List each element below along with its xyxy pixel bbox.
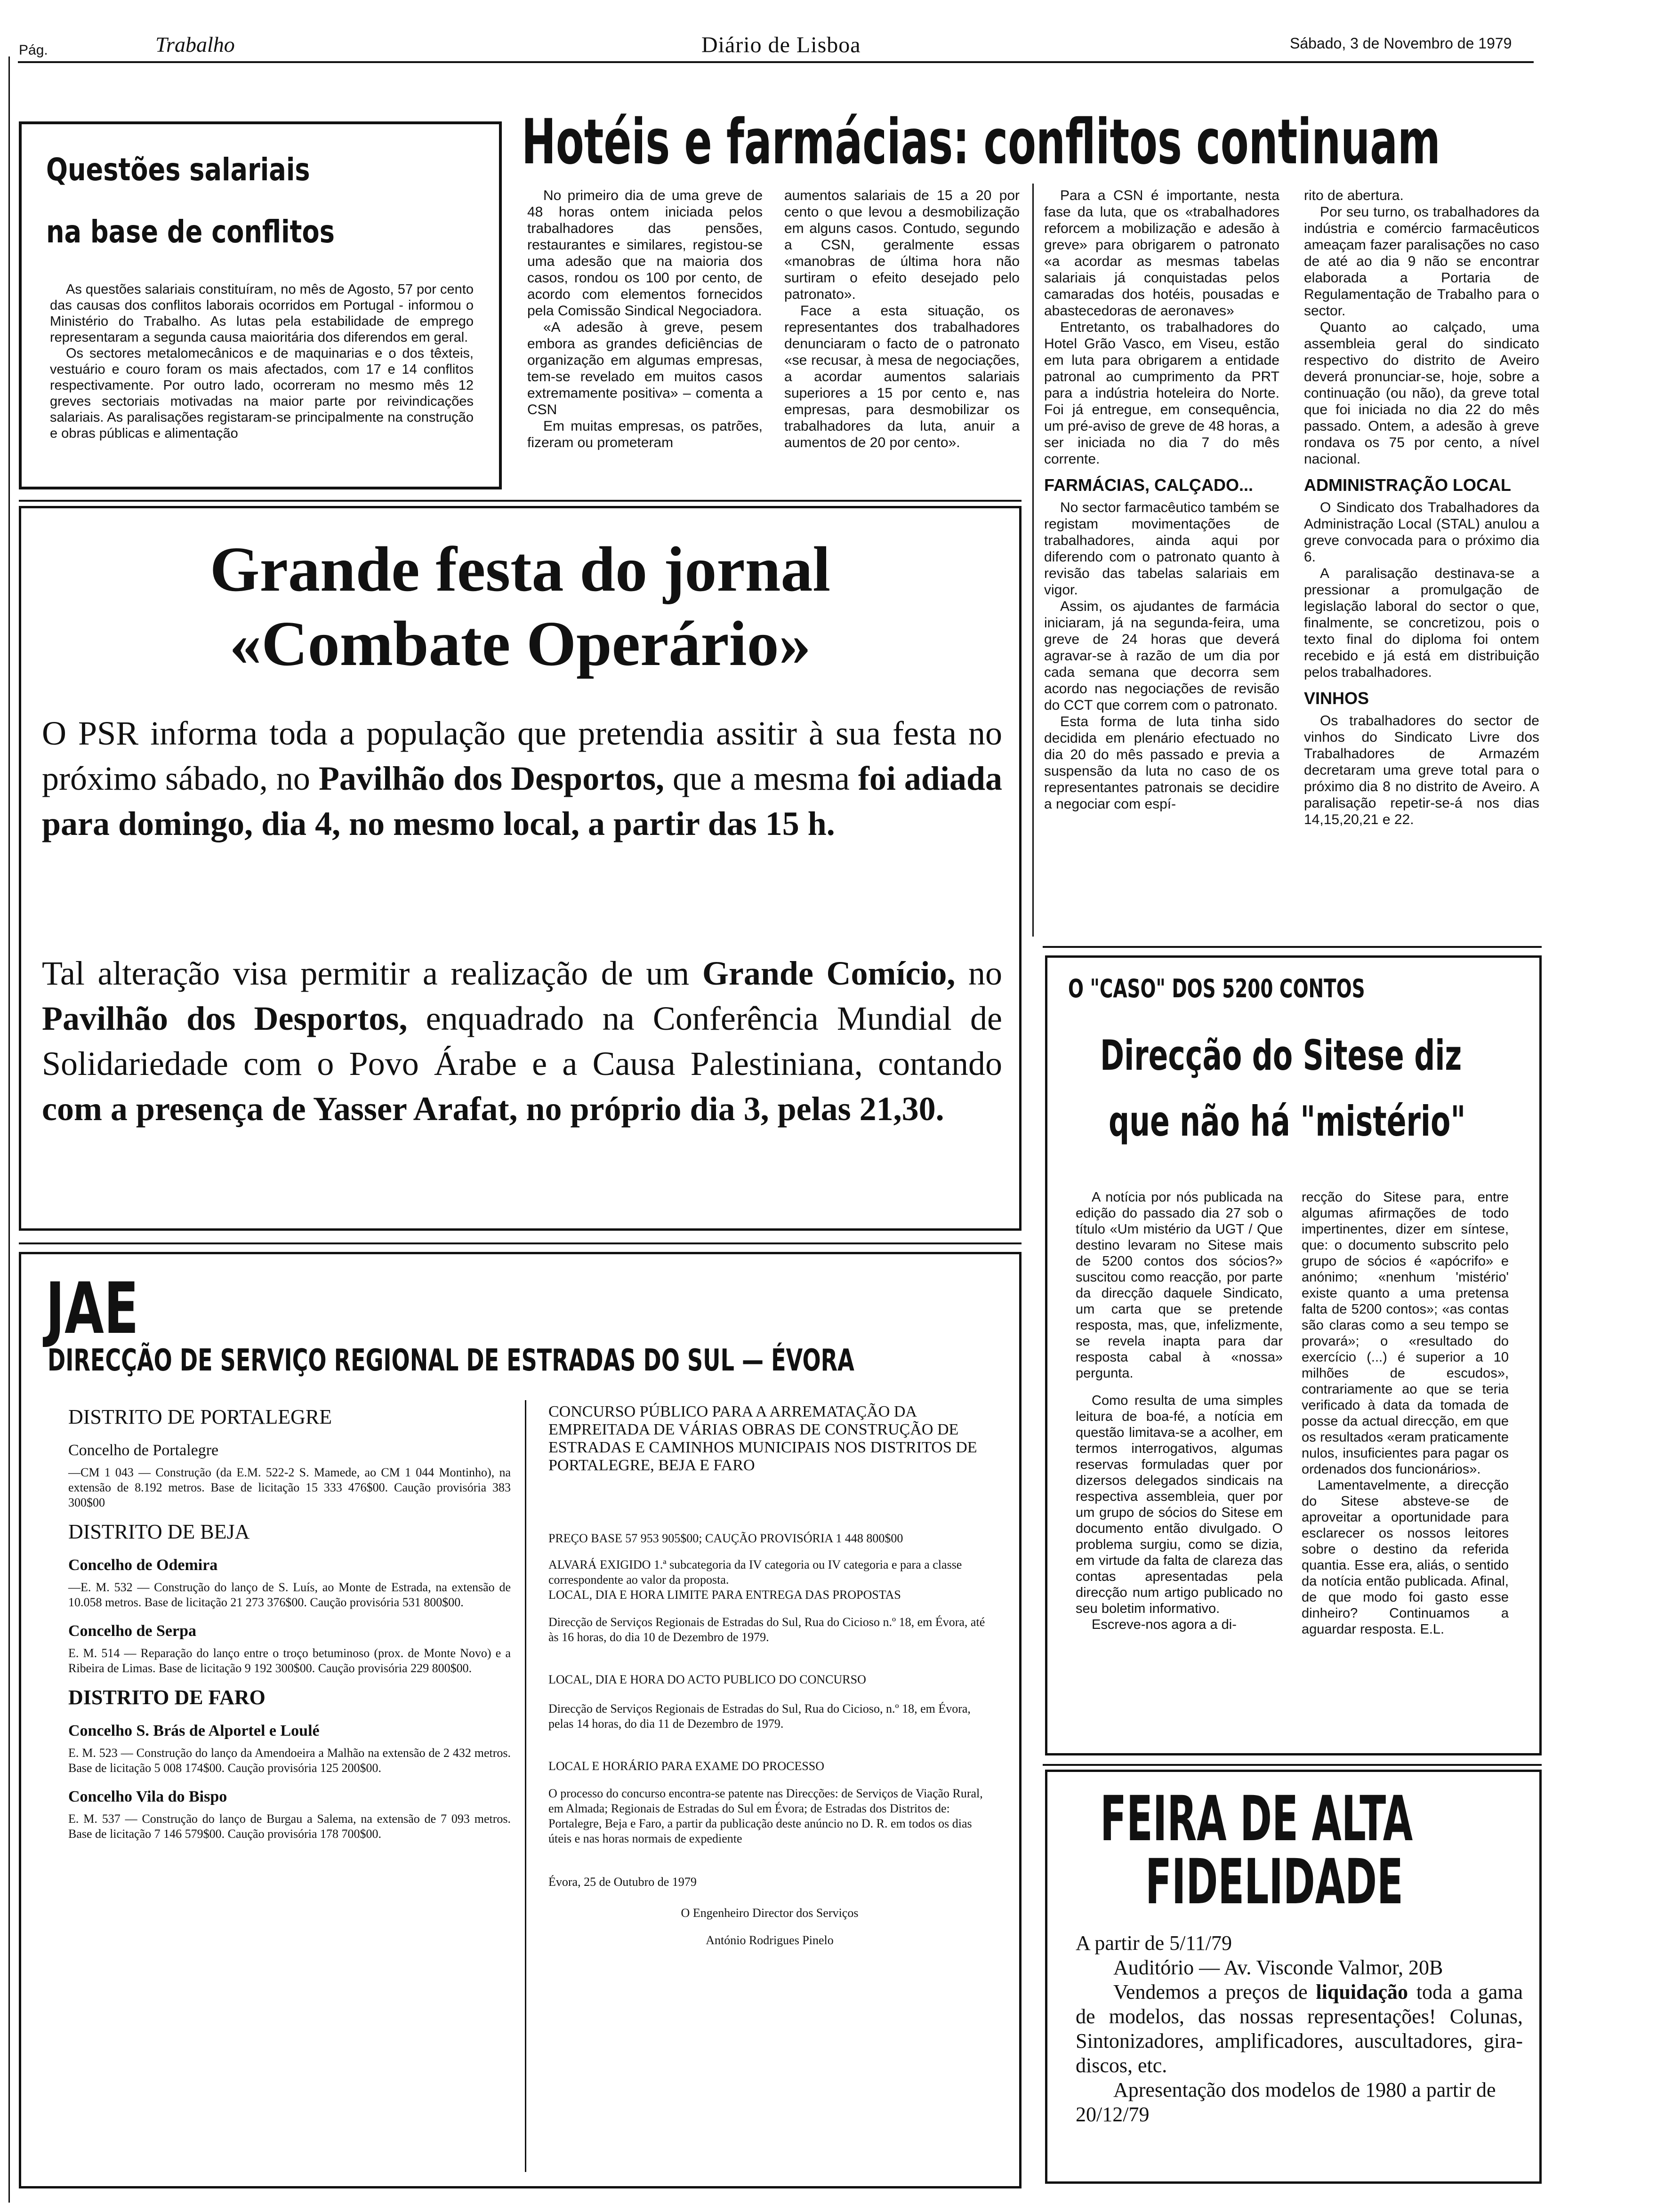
article-paragraph: Por seu turno, os trabalhadores da indústria e comércio farmacêuticos ameaçam fazer paralisações no caso de até ao dia 9 não se encontrar elaborada a Portaria de Regulamentação de Trabalho para o sector. bbox=[1304, 204, 1539, 319]
hoteis-col-1 bbox=[527, 187, 763, 451]
header-rule bbox=[18, 61, 1534, 63]
article-paragraph: Os trabalhadores do sector de vinhos do Sindicato Livre dos Trabalhadores de Armazém decretaram uma greve total para o próximo dia 8 no distrito de Aveiro. A paralisação repetir-se-á nos dias 14,15,20,21 e 22. bbox=[1304, 713, 1539, 827]
vinhos-subhead: VINHOS bbox=[1304, 689, 1369, 708]
article-paragraph: recção do Sitese para, entre algumas afirmações de todo impertinentes, dizer em síntese, que: o documento subscrito pelo grupo de sócios é «apócrifo» e anónimo; «nenhum 'mistério' existe quanto a uma pretensa falta de 5200 contos»; «as contas são claras como a seu tempo se provará»; o «resultado do exercício (...) é superior a 10 milhões de escudos», contrariamente ao que se teria verificado à data da tomada de posse da actual direcção, em que os resultados «eram praticamente nulos, insuficientes para pagar os ordenados dos funcionários». bbox=[1302, 1190, 1509, 1477]
festa-top-rule bbox=[19, 500, 1022, 502]
feira-title-2: FIDELIDADE bbox=[1145, 1846, 1403, 1918]
concelho-heading: Concelho de Portalegre bbox=[68, 1442, 219, 1459]
sitese-kicker: O "CASO" DOS 5200 CONTOS bbox=[1068, 974, 1365, 1003]
feira-presentation: Apresentação dos modelos de 1980 a partir de 20/12/79 bbox=[1076, 2078, 1496, 2126]
hoteis-col-2 bbox=[784, 187, 1020, 451]
salarial-body bbox=[50, 281, 474, 441]
feira-body bbox=[1076, 1931, 1523, 2127]
salarial-paragraph: As questões salariais constituíram, no mês de Agosto, 57 por cento das causas dos conflitos laborais ocorridos em Portugal - informou o Ministério do Trabalho. As lutas pela estabilidade de emprego representaram a segunda causa maioritária dos diferendos em geral. bbox=[50, 282, 474, 345]
district-heading: DISTRITO DE FARO bbox=[68, 1686, 265, 1709]
feira-title-1: FEIRA DE ALTA bbox=[1100, 1783, 1413, 1855]
article-paragraph: «A adesão à greve, pesem embora as grandes deficiências de organização em algumas empresas, tem-se revelado em muitos casos extremamente positiva» – comenta a CSN bbox=[527, 320, 763, 417]
column-rule bbox=[1032, 184, 1034, 937]
local-acto-heading: LOCAL, DIA E HORA DO ACTO PUBLICO DO CONCURSO bbox=[548, 1673, 866, 1686]
jae-date: Évora, 25 de Outubro de 1979 bbox=[548, 1875, 697, 1889]
jae-left-column bbox=[68, 1395, 511, 1842]
jae-logo: JAE bbox=[46, 1268, 139, 1350]
article-paragraph: Em muitas empresas, os patrões, fizeram ou prometeram bbox=[527, 418, 763, 450]
local-entrega-heading: LOCAL, DIA E HORA LIMITE PARA ENTREGA DAS PROPOSTAS bbox=[548, 1588, 901, 1602]
work-item: E. M. 514 — Reparação do lanço entre o troço betuminoso (prox. de Monte Novo) e a Ribeira de Limas. Base de licitação 9 192 300$00. Caução provisória 229 800$00. bbox=[68, 1646, 511, 1675]
hoteis-col-4 bbox=[1304, 187, 1539, 828]
jae-subtitle: DIRECÇÃO DE SERVIÇO REGIONAL DE ESTRADAS DO SUL — ÉVORA bbox=[48, 1343, 854, 1378]
concelho-heading: Concelho Vila do Bispo bbox=[68, 1788, 227, 1805]
concelho-heading: Concelho de Odemira bbox=[68, 1556, 218, 1574]
sitese-col-1 bbox=[1076, 1189, 1283, 1633]
farmacias-subhead: FARMÁCIAS, CALÇADO... bbox=[1044, 475, 1253, 495]
district-heading: DISTRITO DE PORTALEGRE bbox=[68, 1405, 332, 1428]
article-paragraph: rito de abertura. bbox=[1304, 188, 1404, 203]
concurso-title: CONCURSO PÚBLICO PARA A ARREMATAÇÃO DA EMPREITADA DE VÁRIAS OBRAS DE CONSTRUÇÃO DE ESTRADAS E CAMINHOS MUNICIPAIS NOS DISTRITOS DE PORTALEGRE, BEJA E FARO bbox=[548, 1403, 977, 1474]
signer-title: O Engenheiro Director dos Serviços bbox=[681, 1906, 859, 1920]
article-paragraph: Lamentavelmente, a direcção do Sitese absteve-se de aproveitar a oportunidade para esclarecer os nossos leitores sobre o destino da referida quantia. Esse era, aliás, o sentido da notícia então publicada. Afinal, de que modo foi gasto esse dinheiro? Continuamos a aguardar resposta. E.L. bbox=[1302, 1478, 1509, 1637]
article-paragraph: No primeiro dia de uma greve de 48 horas ontem iniciada pelos trabalhadores das pensões, restaurantes e similares, registou-se uma adesão que na maioria dos casos, rondou os 100 por cento, de acordo com elementos fornecidos pela Comissão Sindical Negociadora. bbox=[527, 188, 763, 319]
article-paragraph: Como resulta de uma simples leitura de boa-fé, a notícia em questão limitava-se a acolher, em termos interrogativos, algumas reservas formuladas quer por dizersos delegados sindicais na respectiva assembleia, quer por um grupo de sócios do Sitese em documento então divulgado. O problema surgiu, como se dizia, em virtude da falta de clareza das contas apresentadas pela direcção num artigo publicado no seu boletim informativo. bbox=[1076, 1393, 1283, 1616]
alvara: ALVARÁ EXIGIDO 1.ª subcategoria da IV categoria ou IV categoria e para a classe correspondente ao valor da proposta. bbox=[548, 1558, 962, 1587]
local-exame-heading: LOCAL E HORÁRIO PARA EXAME DO PROCESSO bbox=[548, 1759, 825, 1773]
preco-base: PREÇO BASE 57 953 905$00; CAUÇÃO PROVISÓRIA 1 448 800$00 bbox=[548, 1531, 903, 1545]
signer-name: António Rodrigues Pinelo bbox=[706, 1933, 834, 1947]
feira-top-rule bbox=[1043, 1764, 1542, 1766]
local-exame-text: O processo do concurso encontra-se patente nas Direcções: de Serviços de Viação Rural, em Almada; Regionais de Estradas do Sul em Évora; de Estradas dos Distritos de: Portalegre, Beja e Faro, a partir da publicação deste anúncio no D. R. em todos os dias úteis e nas horas normais de expediente bbox=[548, 1787, 983, 1845]
work-item: E. M. 523 — Construção do lanço da Amendoeira a Malhão na extensão de 2 432 metros. Base de licitação 5 008 174$00. Caução provisória 125 200$00. bbox=[68, 1746, 511, 1775]
article-paragraph: aumentos salariais de 15 a 20 por cento o que levou a desmobilização em alguns casos. Contudo, segundo a CSN, geralmente essas «manobras de última hora não surtiram o efeito desejado pelo patronato». bbox=[784, 188, 1020, 302]
district-heading: DISTRITO DE BEJA bbox=[68, 1520, 250, 1543]
article-paragraph: Entretanto, os trabalhadores do Hotel Grão Vasco, em Viseu, estão em luta para obrigarem a entidade patronal ao cumprimento da PRT para a indústria hoteleira do Norte. Foi já entregue, em consequência, um pré-aviso de greve de 48 horas, a ser iniciada no dia 7 do mês corrente. bbox=[1044, 320, 1279, 467]
hoteis-headline: Hotéis e farmácias: conflitos continuam bbox=[522, 106, 1440, 178]
article-paragraph: Para a CSN é importante, nesta fase da luta, que os «trabalhadores reforcem a mobilização e adesão à greve» para obrigarem o patronato «a acordar as mesmas tabelas salariais já conquistadas pelos camaradas dos hotéis, pousadas e abastecedoras de aeronaves» bbox=[1044, 188, 1279, 319]
article-paragraph: Quanto ao calçado, uma assembleia geral do sindicato respectivo do distrito de Aveiro deverá pronunciar-se, hoje, sobre a continuação (ou não), da greve total que foi iniciada no dia 22 do mês passado. Ontem, a adesão à greve rondava os 75 por cento, a nível nacional. bbox=[1304, 320, 1539, 467]
work-item: —E. M. 532 — Construção do lanço de S. Luís, ao Monte de Estrada, na extensão de 10.058 metros. Base de licitação 21 273 376$00. Caução provisória 531 800$00. bbox=[68, 1580, 511, 1609]
article-paragraph: Assim, os ajudantes de farmácia iniciaram, já na segunda-feira, uma greve de 24 horas que deverá agravar-se à razão de um dia por cada semana que decorra sem acordo nas negociações de revisão do CCT que correm com o patronato. bbox=[1044, 599, 1279, 713]
local-entrega-text: Direcção de Serviços Regionais de Estradas do Sul, Rua do Cicioso n.º 18, em Évora, até às 16 horas, do dia 10 de Dezembro de 1979. bbox=[548, 1615, 985, 1644]
sitese-col-2 bbox=[1302, 1189, 1509, 1637]
feira-date: A partir de 5/11/79 bbox=[1076, 1931, 1232, 1955]
sitese-top-rule bbox=[1043, 946, 1542, 948]
page-border-left bbox=[8, 56, 10, 2203]
article-paragraph: Face a esta situação, os representantes dos trabalhadores denunciaram o facto de o patronato «se recusar, à mesa de negociações, a acordar aumentos salariais superiores a 15 por cento e, nas empresas, para desmobilizar os trabalhadores da luta, anuir a aumentos de 20 por cento». bbox=[784, 303, 1020, 450]
sitese-title-2: que não há "mistério" bbox=[1109, 1097, 1466, 1146]
article-paragraph: Esta forma de luta tinha sido decidida em plenário efectuado no dia 20 do mês passado e previa a suspensão da luta no caso de os representantes patronais se decidire a negociar com espí- bbox=[1044, 714, 1279, 812]
concelho-heading: Concelho S. Brás de Alportel e Loulé bbox=[68, 1722, 320, 1739]
salarial-title-1: Questões salariais bbox=[46, 152, 310, 188]
jae-top-rule bbox=[19, 1242, 1022, 1244]
festa-box bbox=[19, 506, 1022, 1231]
jae-column-rule bbox=[525, 1400, 526, 2172]
section-name: Trabalho bbox=[155, 32, 235, 56]
festa-title-2: «Combate Operário» bbox=[229, 609, 811, 679]
jae-box bbox=[19, 1252, 1022, 2188]
hoteis-col-3 bbox=[1044, 187, 1279, 812]
article-paragraph: No sector farmacêutico também se registam movimentações de trabalhadores, ainda aqui por diferendo com o patronato quanto à revisão das tabelas salariais em vigor. bbox=[1044, 500, 1279, 598]
page-label: Pág. bbox=[19, 42, 48, 58]
salarial-box bbox=[19, 121, 502, 489]
article-paragraph: O Sindicato dos Trabalhadores da Administração Local (STAL) anulou a greve convocada para o próximo dia 6. bbox=[1304, 500, 1539, 565]
festa-paragraph-2: Tal alteração visa permitir a realização de um Grande Comício, no Pavilhão dos Desportos, enquadrado na Conferência Mundial de Solidariedade com o Povo Árabe e a Causa Palestiniana, contando com a presença de Yasser Arafat, no próprio dia 3, pelas 21,30. bbox=[42, 954, 1003, 1128]
festa-title-1: Grande festa do jornal bbox=[209, 534, 831, 605]
local-acto-text: Direcção de Serviços Regionais de Estradas do Sul, Rua do Cicioso, n.º 18, em Évora, pelas 14 horas, do dia 11 de Dezembro de 1979. bbox=[548, 1702, 971, 1731]
article-paragraph: Escreve-nos agora a di- bbox=[1092, 1617, 1237, 1632]
feira-venue: Auditório — Av. Visconde Valmor, 20B bbox=[1113, 1956, 1443, 1979]
festa-paragraph-1: O PSR informa toda a população que pretendia assitir à sua festa no próximo sábado, no Pavilhão dos Desportos, que a mesma foi adiada para domingo, dia 4, no mesmo local, a partir das 15 h. bbox=[42, 714, 1002, 842]
salarial-paragraph: Os sectores metalomecânicos e de maquinarias e o dos têxteis, vestuário e couro foram os mais afectados, com 17 e 14 conflitos respectivamente. Por outro lado, ocorreram no mesmo mês 12 greves sectoriais motivadas na maior parte por reivindicações salariais. As paralisações registaram-se principalmente na construção e obras públicas e alimentação bbox=[50, 346, 474, 441]
work-item: —CM 1 043 — Construção (da E.M. 522-2 S. Mamede, ao CM 1 044 Montinho), na extensão de 8.192 metros. Base de licitação 15 333 476$00. Caução provisória 383 300$00 bbox=[68, 1466, 511, 1509]
issue-date: Sábado, 3 de Novembro de 1979 bbox=[1290, 35, 1512, 52]
work-item: E. M. 537 — Construção do lanço de Burgau a Salema, na extensão de 7 093 metros. Base de licitação 7 146 579$00. Caução provisória 178 700$00. bbox=[68, 1812, 511, 1841]
salarial-title-2: na base de conflitos bbox=[46, 214, 335, 250]
newspaper-name: Diário de Lisboa bbox=[701, 32, 861, 57]
article-paragraph: A notícia por nós publicada na edição do passado dia 27 sob o título «Um mistério da UGT / Que destino levaram no Sitese mais de 5200 contos dos sócios?» suscitou como reacção, por parte da direcção daquele Sindicato, um carta que se pretende resposta, mas, que, infelizmente, se revela inapta para dar resposta cabal à «nossa» pergunta. bbox=[1076, 1190, 1283, 1381]
concelho-heading: Concelho de Serpa bbox=[68, 1622, 196, 1640]
feira-offer: Vendemos a preços de liquidação toda a gama de modelos, das nossas representações! Colunas, Sintonizadores, amplificadores, auscultadores, gira-discos, etc. bbox=[1076, 1980, 1523, 2077]
sitese-box bbox=[1045, 955, 1542, 1755]
administracao-subhead: ADMINISTRAÇÃO LOCAL bbox=[1304, 475, 1511, 495]
article-paragraph: A paralisação destinava-se a pressionar a promulgação de legislação laboral do sector o que, finalmente, se concretizou, pois o texto final do diploma foi ontem recebido e já está em distribuição pelos trabalhadores. bbox=[1304, 566, 1539, 680]
feira-box bbox=[1045, 1770, 1542, 2184]
jae-right-column bbox=[548, 1403, 991, 1948]
sitese-title-1: Direcção do Sitese diz bbox=[1100, 1031, 1462, 1080]
